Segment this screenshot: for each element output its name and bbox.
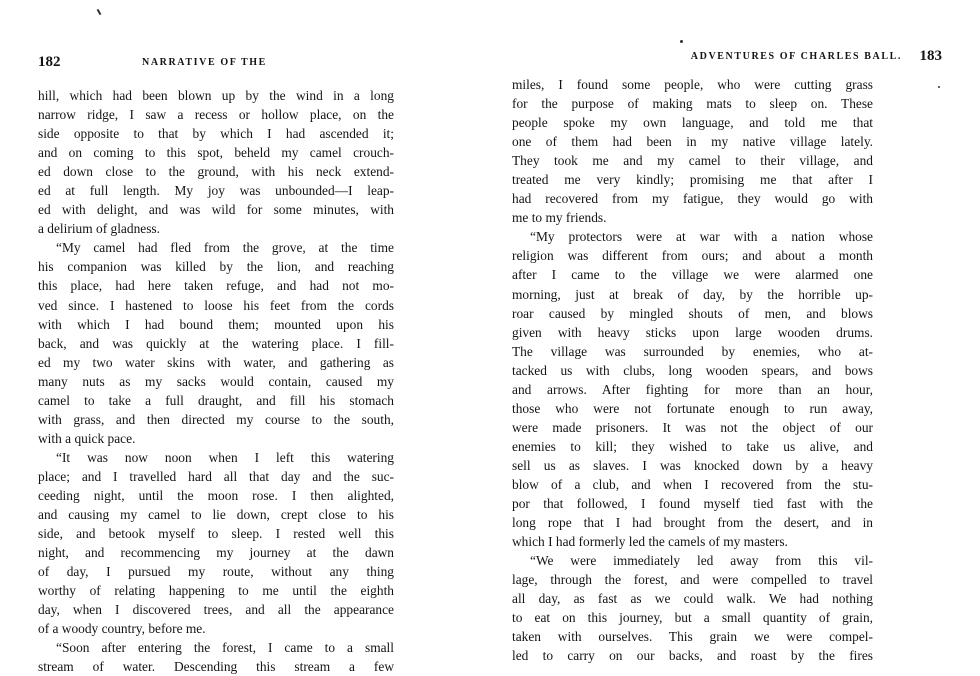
text-line: treated me very kindly; promising me that after I [512, 172, 873, 188]
text-line: and on coming to this spot, beheld my camel crouch- [38, 145, 394, 161]
text-line: people spoke my own language, and told me that [512, 115, 873, 131]
text-line: stream of water. Descending this stream a few [38, 659, 394, 675]
right-running-title: ADVENTURES OF CHARLES BALL. [690, 51, 902, 62]
text-line: place; and I travelled hard all that day and the suc- [38, 468, 394, 484]
text-line: ed with delight, and was wild for some minutes, with [38, 202, 394, 218]
text-line: miles, I found some people, who were cutting grass [512, 77, 873, 92]
text-line: me to my friends. [512, 210, 607, 226]
text-line: long rope that I had brought from the desert, and in [512, 515, 873, 531]
text-line: blow of a club, and when I recovered from the stu- [512, 476, 873, 492]
text-line: those who were not fortunate enough to run away, [512, 400, 873, 416]
text-line: “We were immediately led away from this vil- [530, 553, 873, 569]
text-line: narrow ridge, I saw a recess or hollow place, on the [38, 107, 394, 123]
text-line: por that followed, I found myself tied fast with the [512, 496, 873, 512]
text-line: to eat on this journey, but a small quantity of grain, [512, 610, 873, 626]
left-page-number: 182 [38, 54, 61, 70]
text-line: his companion was killed by the lion, and reaching [38, 259, 394, 275]
text-line: this place, had here taken refuge, and had not mo- [38, 278, 394, 294]
text-line: They took me and my camel to their village, and [512, 153, 873, 169]
text-line: given with heavy sticks upon large wooden drums. [512, 324, 873, 340]
text-line: which I had formerly led the camels of my masters. [512, 534, 788, 550]
text-line: and causing my camel to lie down, crept close to his [38, 507, 394, 523]
text-line: The village was surrounded by enemies, who at- [512, 343, 873, 359]
text-line: tacked us with clubs, long wooden spears, and bows [512, 362, 873, 378]
text-line: all day, as fast as we could walk. We had nothing [512, 591, 873, 607]
text-line: with grass, and then directed my course to the south, [38, 411, 394, 427]
text-line: “It was now noon when I left this watering [56, 449, 394, 465]
text-line: morning, just at break of day, by the horrible up- [512, 286, 873, 302]
text-line: were made prisoners. It was not the object of our [512, 419, 873, 435]
text-line: ved since. I hastened to loose his feet from the cords [38, 297, 394, 313]
text-line: and arrows. After fighting for more than an hour, [512, 381, 873, 397]
text-line: day, when I discovered trees, and all the appearance [38, 602, 394, 618]
text-line: sell us as slaves. I was knocked down by a heavy [512, 457, 873, 473]
text-line: with a quick pace. [38, 430, 136, 446]
text-line: led to carry on our backs, and roast by the fires [512, 648, 873, 664]
right-page [490, 0, 980, 663]
text-line: ed my two water skins with water, and gathering as [38, 354, 394, 370]
text-line: of day, I pursued my route, without any thing [38, 564, 394, 580]
text-line: camel to take a full draught, and fill his stomach [38, 392, 394, 408]
left-page [0, 0, 490, 675]
scan-speck [680, 40, 683, 43]
text-line: night, and recommencing my journey at the dawn [38, 545, 394, 561]
left-page-text [38, 86, 394, 676]
right-page-number: 183 [919, 48, 942, 64]
text-line: ed at full length. My joy was unbounded—I leap- [38, 183, 394, 199]
scan-speck [938, 86, 940, 88]
text-line: roar caused by mingled shouts of men, and blows [512, 305, 873, 321]
text-line: side opposite to that by which I had ascended it; [38, 126, 394, 142]
text-line: one of them had been in my native village lately. [512, 134, 873, 150]
left-running-title: NARRATIVE OF THE [142, 57, 267, 68]
right-page-text [512, 75, 873, 665]
text-line: “My protectors were at war with a nation whose [530, 229, 873, 245]
text-line: had recovered from my fatigue, they would go with [512, 191, 873, 207]
text-line: worthy of relating happening to me until the eighth [38, 583, 394, 599]
text-line: for the purpose of making mats to sleep on. These [512, 96, 873, 112]
text-line: ed down close to the ground, with his neck extend- [38, 164, 394, 180]
text-line: lage, through the forest, and were compelled to travel [512, 572, 873, 588]
text-line: back, and was quickly at the watering place. I fill- [38, 335, 394, 351]
text-line: ceeding night, until the moon rose. I then alighted, [38, 487, 394, 503]
text-line: religion was different from ours; and about a month [512, 248, 873, 264]
text-line: with which I had bound them; mounted upon his [38, 316, 394, 332]
text-line: enemies to kill; they wished to take us alive, and [512, 438, 873, 454]
text-line: side, and betook myself to sleep. I rested well this [38, 526, 394, 542]
text-line: “Soon after entering the forest, I came to a small [56, 640, 394, 656]
text-line: taken with ourselves. This grain we were compel- [512, 629, 873, 645]
text-line: a delirium of gladness. [38, 221, 160, 237]
text-line: of a woody country, before me. [38, 621, 206, 637]
text-line: hill, which had been blown up by the wind in a long [38, 88, 394, 103]
text-line: “My camel had fled from the grove, at the time [56, 240, 394, 256]
text-line: after I came to the village we were alarmed one [512, 267, 873, 283]
text-line: many nuts as my sacks would contain, caused my [38, 373, 394, 389]
